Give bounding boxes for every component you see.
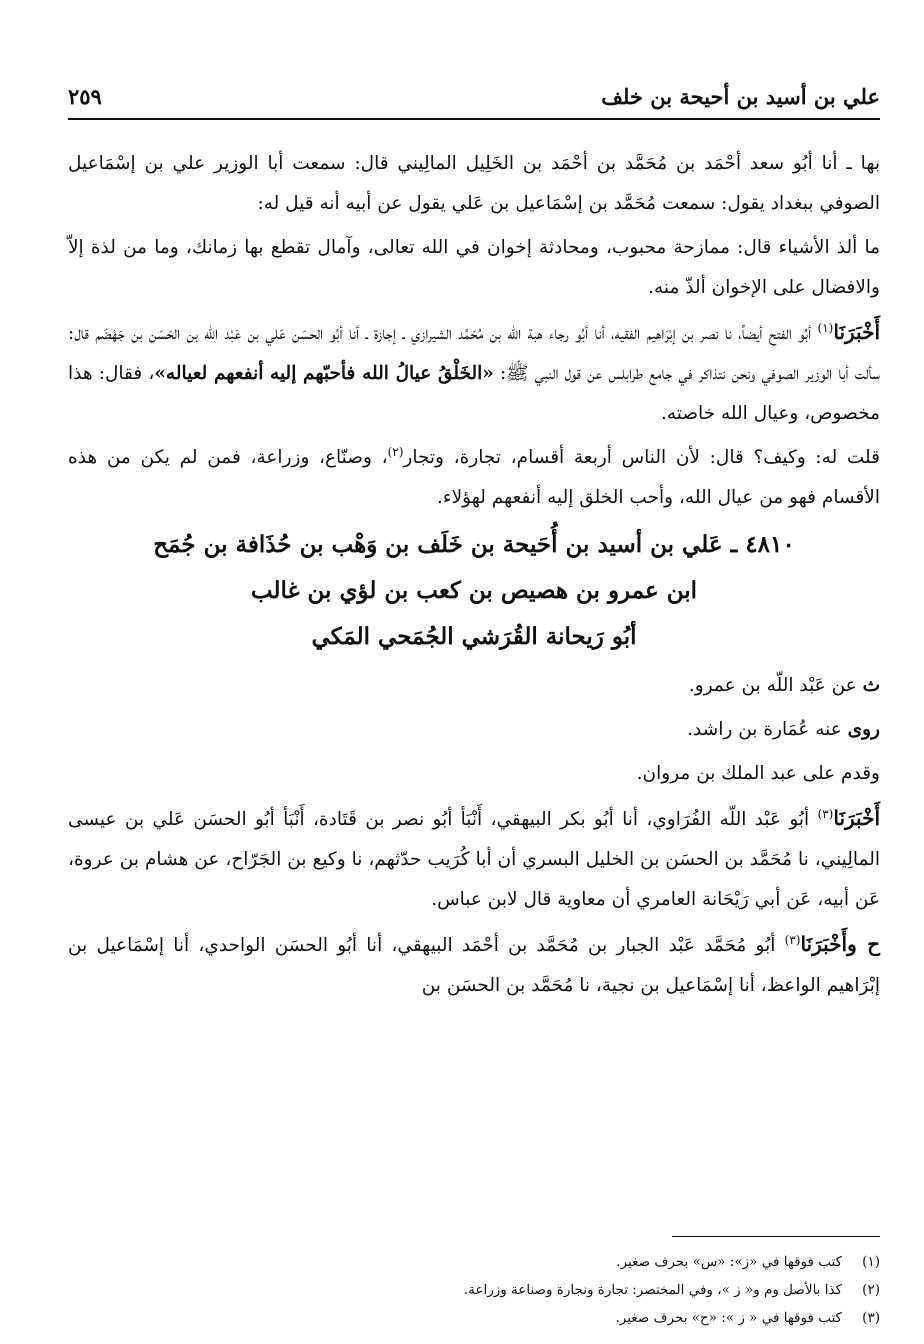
paragraph-text: أبُو الفتح أيضاً، نا نصر بن إبْرَاهيم الفقيه، أنا أبُو رجاء هبة اللّه بن مُحَمَّد الشيرازي ـ إجازة ـ أنا أبُو الحسَن عَلي بن عَبْد اللّه بن الحَسَن بن جَهْضَم قال: سألت أبا الوزير الصوفي ونحن نتذاكر في جامع طرابلس عن قول النبي ﷺ:	[68, 323, 880, 384]
paragraph-text: بها ـ أنا أبُو سعد أحْمَد بن مُحَمَّد بن أحْمَد بن الخَلِيل المالِيني قال: سمعت أبا الوزير علي بن إسْمَاعيل الصوفي ببغداد يقول: سمعت مُحَمَّد بن إسْمَاعيل بن عَلي يقول عن أبيه أنه قيل له:	[68, 153, 880, 214]
entry-line-text: عنه عُمَارة بن راشد.	[687, 719, 848, 740]
paragraph-4	[68, 438, 880, 518]
entry-line-3	[68, 754, 880, 794]
footnote-rule	[672, 1236, 880, 1237]
hadith-quote: «الخَلْقُ عيالُ الله فأحبّهم إليه أنفعهم لعياله»	[154, 363, 494, 384]
footnote-text: كتب فوقها في « ز »: «ح» بحرف صغير.	[615, 1310, 842, 1326]
entry-line-2	[68, 710, 880, 750]
entry-line-lead: ث	[862, 675, 880, 696]
running-header	[68, 78, 880, 114]
book-page	[68, 60, 881, 1326]
paragraph-text: قلت له: وكيف؟ قال: لأن الناس أربعة أقسام، تجارة، وتجار	[403, 447, 881, 468]
paragraph-text: أبُو مُحَمَّد عَبْد الجبار بن مُحَمَّد بن أحْمَد البيهقي، أنا أبُو الحسَن الواحدي، أنا إسْمَاعيل بن إبْرَاهيم الواعظ، أنا إسْمَاعيل بن نجية، نا مُحَمَّد بن الحسَن بن	[68, 935, 880, 996]
paragraph-5	[68, 798, 880, 920]
footnote-3	[68, 1304, 880, 1332]
entry-heading-line-1: ٤٨١٠ ـ عَلي بن أسيد بن أُحَيحة بن خَلَف بن وَهْب بن حُذَافة بن جُمَح	[153, 531, 795, 558]
footnote-ref: (٢)	[387, 444, 404, 459]
entry-line-lead: روى	[847, 719, 880, 740]
entry-heading-line-3: أبُو رَيحانة القُرَشي الجُمَحي المَكي	[311, 623, 637, 650]
footnote-number: (١)	[862, 1254, 880, 1270]
isnad-keyword: أَخْبَرَنَا	[833, 320, 880, 344]
entry-line-text: وقدم على عبد الملك بن مروان.	[636, 763, 880, 784]
paragraph-text-cont: ، وصنّاع، وزراعة، فمن لم يكن من هذه الأقسام فهو من عيال الله، وأحب الخلق إليه أنفعهم لهؤلاء.	[68, 447, 880, 508]
entry-line-text: عن عَبْد اللّه بن عمرو.	[688, 675, 863, 696]
footnote-number: (٢)	[862, 1282, 880, 1298]
paragraph-tail: ، فقال: هذا مخصوص، وعيال الله خاصته.	[68, 363, 880, 424]
tahwil-mark: ح	[867, 932, 880, 956]
footnote-text: كذا بالأصل وم و« ز »، وفي المختصر: تجارة ونجارة وصناعة وزراعة.	[463, 1282, 842, 1298]
paragraph-text: ما ألذ الأشياء قال: ممازحة محبوب، ومحادثة إخوان في الله تعالى، وآمال تقطع بها زمانك، وما من لذة إلاّ والافضال على الإخوان ألذّ منه.	[68, 237, 880, 298]
footnote-1	[68, 1248, 880, 1276]
footnote-text: كتب فوقها في «ز»: «س» بحرف صغير.	[616, 1254, 842, 1270]
page-number: ٢٥٩	[68, 83, 102, 109]
header-title: علي بن أسيد بن أحيحة بن خلف	[601, 83, 880, 109]
body-text	[68, 144, 880, 1010]
footnote-ref: (٣)	[784, 932, 801, 947]
entry-line-1	[68, 666, 880, 706]
footnote-number: (٣)	[862, 1310, 880, 1326]
entry-heading	[68, 522, 880, 660]
paragraph-1	[68, 144, 880, 224]
paragraph-text: أبُو عَبْد اللّه الفُرَاوي، أنا أبُو بكر البيهقي، أَنْبَأ أبُو نصر بن قَتَادة، أَنْبَأ أبُو الحسَن عَلي بن عيسى المالِيني، نا مُحَمَّد بن الحسَن بن الخليل البسري أن أبا كُرَيب حدّثهم، نا وكيع بن الجَرّاح، عن هشام بن عروة، عَن أبيه، عَن أبي رَيْحَانة العامري أن معاوية قال لابن عباس.	[68, 809, 880, 910]
paragraph-6	[68, 924, 880, 1006]
isnad-keyword: أَخْبَرَنَا	[833, 806, 880, 830]
header-rule	[68, 118, 880, 120]
footnotes	[68, 1248, 880, 1332]
footnote-ref: (٣)	[817, 806, 834, 821]
footnote-ref: (١)	[817, 320, 834, 335]
isnad-keyword: وأَخْبَرَنَا	[800, 932, 868, 956]
footnote-2	[68, 1276, 880, 1304]
entry-heading-line-2: ابن عمرو بن هصيص بن كعب بن لؤي بن غالب	[250, 577, 698, 604]
paragraph-2	[68, 228, 880, 308]
paragraph-3	[68, 312, 880, 434]
